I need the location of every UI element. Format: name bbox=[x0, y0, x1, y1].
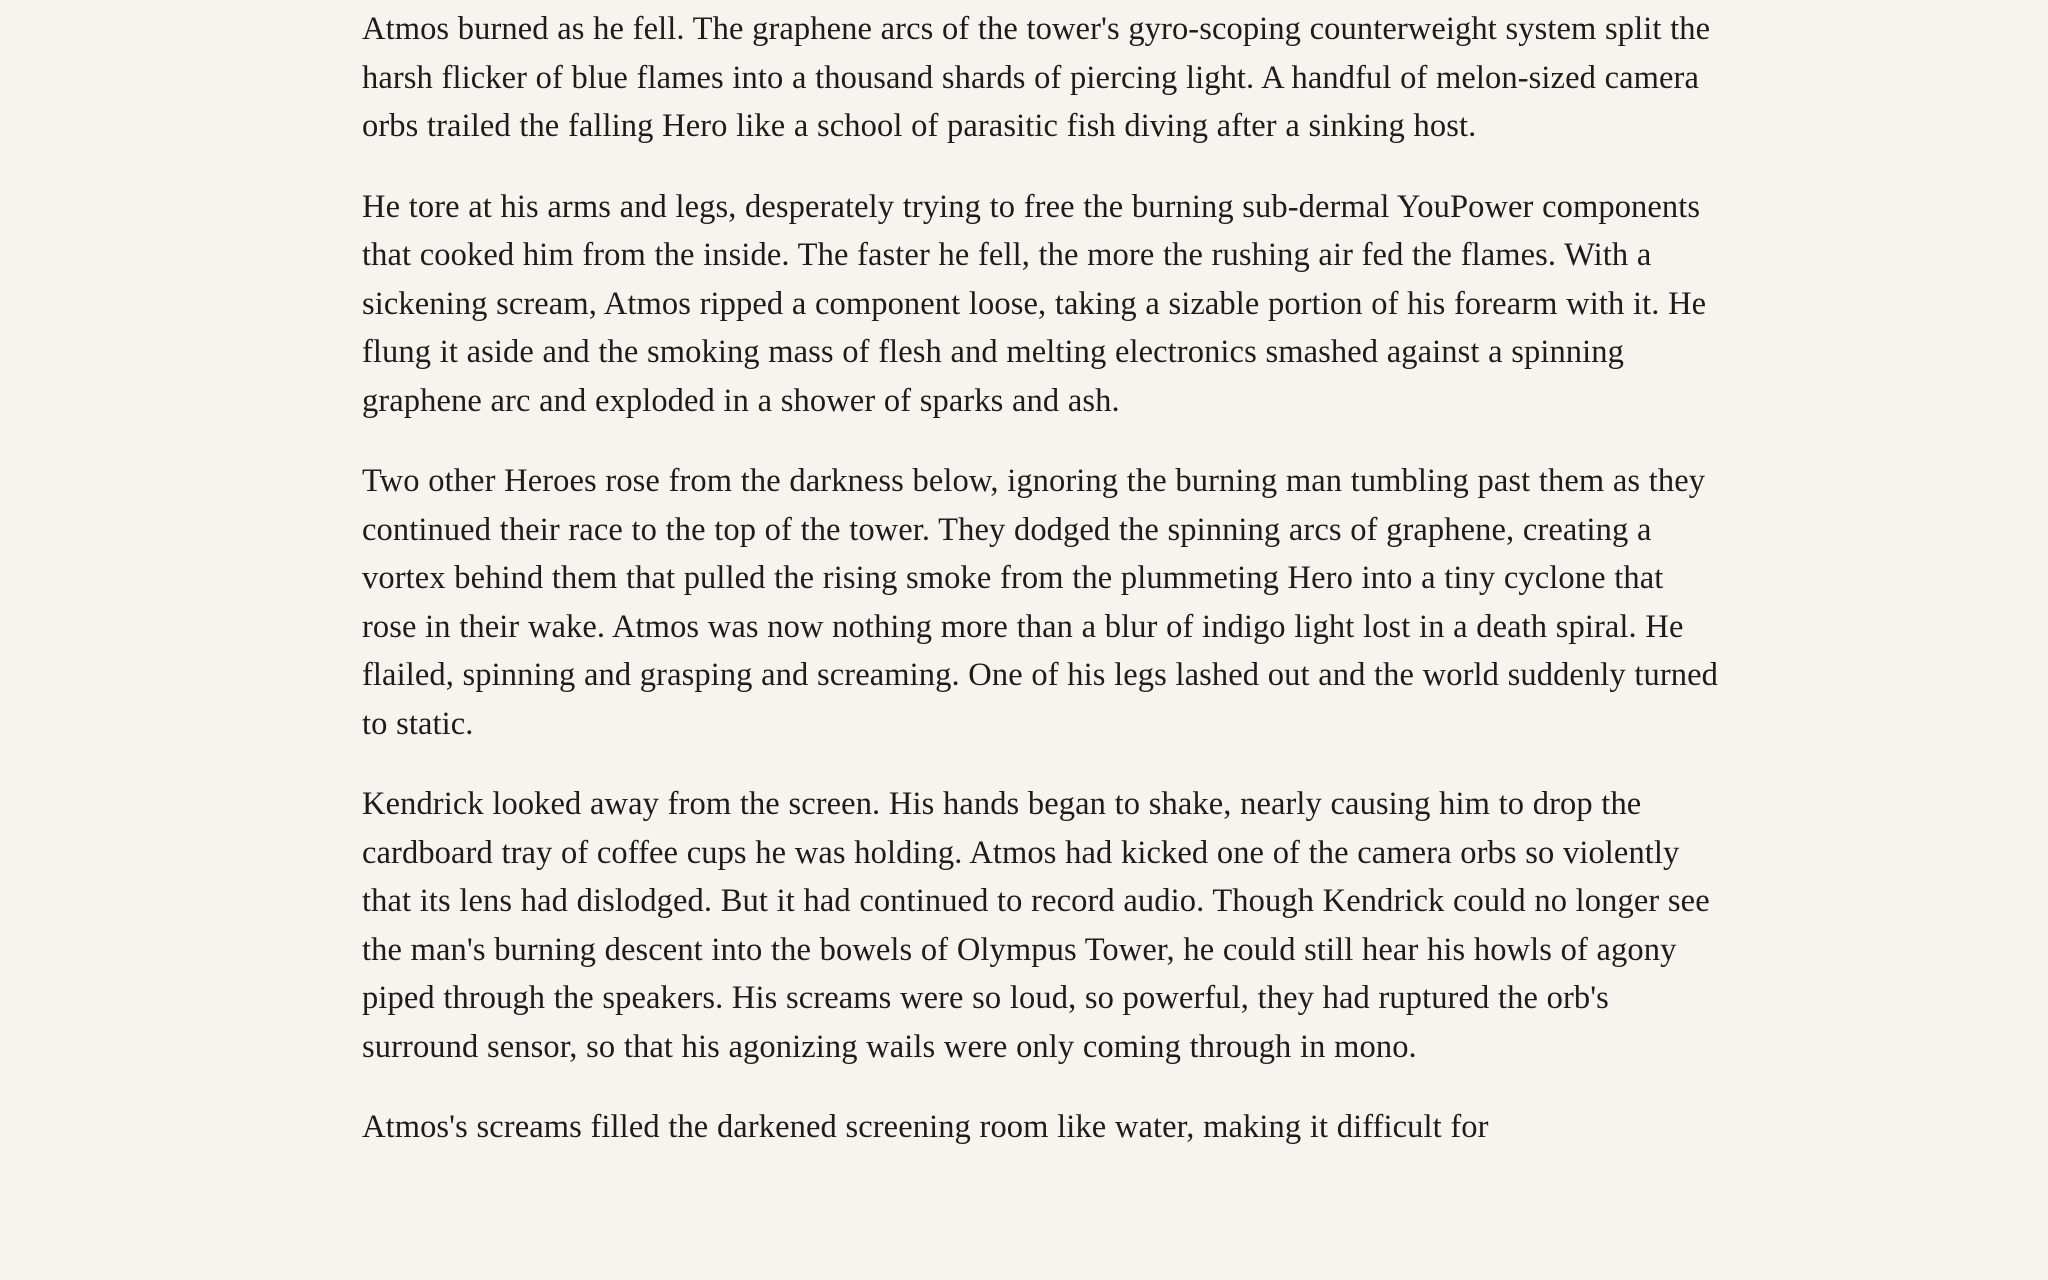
reader-text-column bbox=[362, 0, 1722, 1152]
paragraph: Atmos's screams filled the darkened screening room like water, making it difficult for bbox=[362, 1109, 1489, 1145]
paragraph: He tore at his arms and legs, desperately trying to free the burning sub-dermal YouPower components that cooked him from the inside. The faster he fell, the more the rushing air fed the flames. With a sickening scream, Atmos ripped a component loose, taking a sizable portion of his forearm with it. He flung it aside and the smoking mass of flesh and melting electronics smashed against a spinning graphene arc and exploded in a shower of sparks and ash. bbox=[362, 188, 1707, 419]
paragraph: Two other Heroes rose from the darkness below, ignoring the burning man tumbling past them as they continued their race to the top of the tower. They dodged the spinning arcs of graphene, creating a vortex behind them that pulled the rising smoke from the plummeting Hero into a tiny cyclone that rose in their wake. Atmos was now nothing more than a blur of indigo light lost in a death spiral. He flailed, spinning and grasping and screaming. One of his legs lashed out and the world suddenly turned to static. bbox=[362, 463, 1719, 742]
paragraph: Kendrick looked away from the screen. His hands began to shake, nearly causing him to drop the cardboard tray of coffee cups he was holding. Atmos had kicked one of the camera orbs so violently that its lens had dislodged. But it had continued to record audio. Though Kendrick could no longer see the man's burning descent into the bowels of Olympus Tower, he could still hear his howls of agony piped through the speakers. His screams were so loud, so powerful, they had ruptured the orb's surround sensor, so that his agonizing wails were only coming through in mono. bbox=[362, 786, 1710, 1065]
paragraph: Atmos burned as he fell. The graphene arcs of the tower's gyro-scoping counterweight system split the harsh flicker of blue flames into a thousand shards of piercing light. A handful of melon-sized camera orbs trailed the falling Hero like a school of parasitic fish diving after a sinking host. bbox=[362, 11, 1711, 144]
